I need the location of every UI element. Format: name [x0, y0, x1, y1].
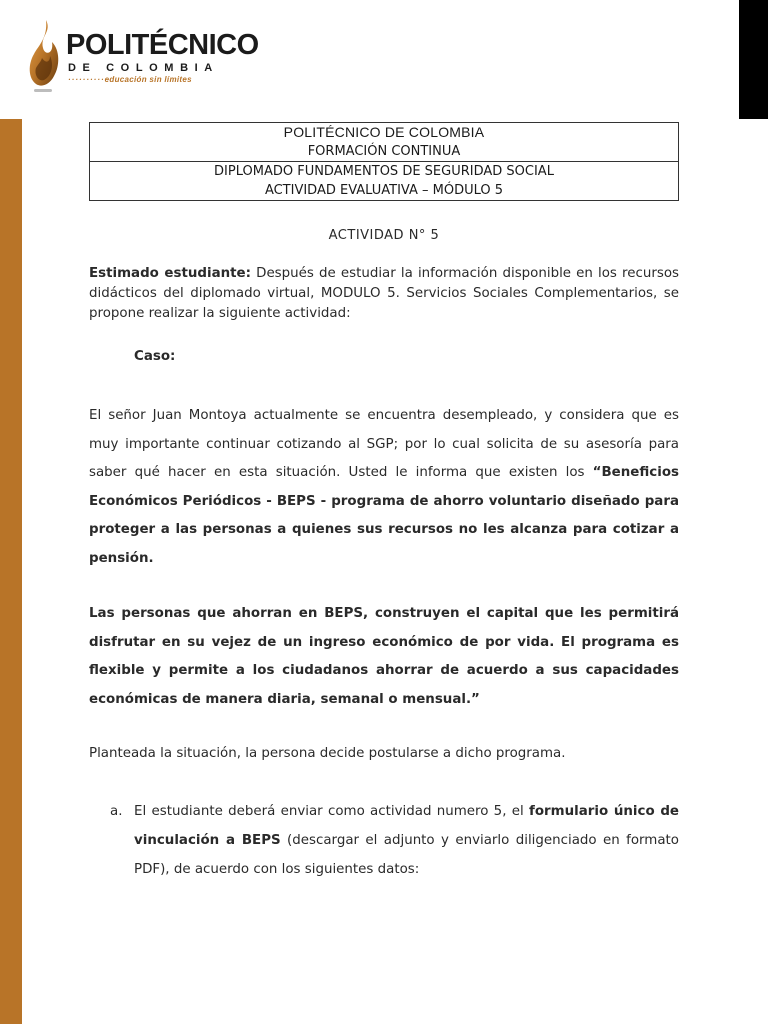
orange-side-bar: [0, 119, 22, 1024]
list-item: [110, 797, 679, 884]
case-paragraph: [89, 402, 679, 573]
header-cell-course: [90, 162, 679, 201]
intro-paragraph: [89, 264, 679, 324]
logo-name: POLITÉCNICO: [66, 29, 259, 61]
institution-name: POLITÉCNICO DE COLOMBIA: [283, 124, 485, 140]
case-label: Caso:: [134, 349, 176, 364]
activity-title: ACTIVIDAD N° 5: [328, 228, 440, 243]
list-item-text: El estudiante deberá enviar como actividad numero 5, el formulario único de vinculación a BEPS (descargar el adjunto y enviarlo diligenciado en formato PDF), de acuerdo con los siguientes datos:: [134, 804, 680, 877]
quote-paragraph: Las personas que ahorran en BEPS, construyen el capital que les permitirá disfrutar en su vejez de un ingreso económico de por vida. El programa es flexible y permite a los ciudadanos ahorrar de acuerdo a sus capacidades económicas de manera diaria, semanal o mensual.”: [89, 606, 679, 707]
intro-lead: Estimado estudiante:: [89, 266, 251, 281]
logo-base-mark: [34, 89, 52, 92]
course-name: DIPLOMADO FUNDAMENTOS DE SEGURIDAD SOCIAL: [214, 164, 554, 179]
logo-subtitle: DE COLOMBIA: [68, 62, 219, 74]
header-cell-institution: [90, 123, 679, 162]
situation-paragraph: Planteada la situación, la persona decide postularse a dicho programa.: [89, 746, 566, 761]
list-marker: a.: [110, 804, 123, 819]
logo-tagline: ··········educación sin límites: [68, 75, 192, 84]
politecnico-logo: [26, 18, 259, 96]
black-corner-tab: [739, 0, 768, 119]
flame-icon: [26, 18, 64, 94]
institution-department: FORMACIÓN CONTINUA: [307, 144, 461, 159]
form-name: formulario único de vinculación a BEPS: [134, 804, 680, 848]
intro-text: Después de estudiar la información disponible en los recursos didácticos del diplomado virtual, MODULO 5. Servicios Sociales Complementarios, se propone realizar la siguiente actividad:: [89, 266, 679, 321]
case-text: El señor Juan Montoya actualmente se encuentra desempleado, y considera que es muy importante continuar cotizando al SGP; por lo cual solicita de su asesoría para saber qué hacer en esta situación. Usted le informa que existen los: [89, 408, 679, 480]
header-table: [89, 122, 679, 201]
activity-module: ACTIVIDAD EVALUATIVA – MÓDULO 5: [264, 183, 504, 198]
case-bold-text: “Beneficios Económicos Periódicos - BEPS - programa de ahorro voluntario diseñado para proteger a las personas a quienes sus recursos no les alcanza para cotizar a pensión.: [89, 465, 679, 566]
